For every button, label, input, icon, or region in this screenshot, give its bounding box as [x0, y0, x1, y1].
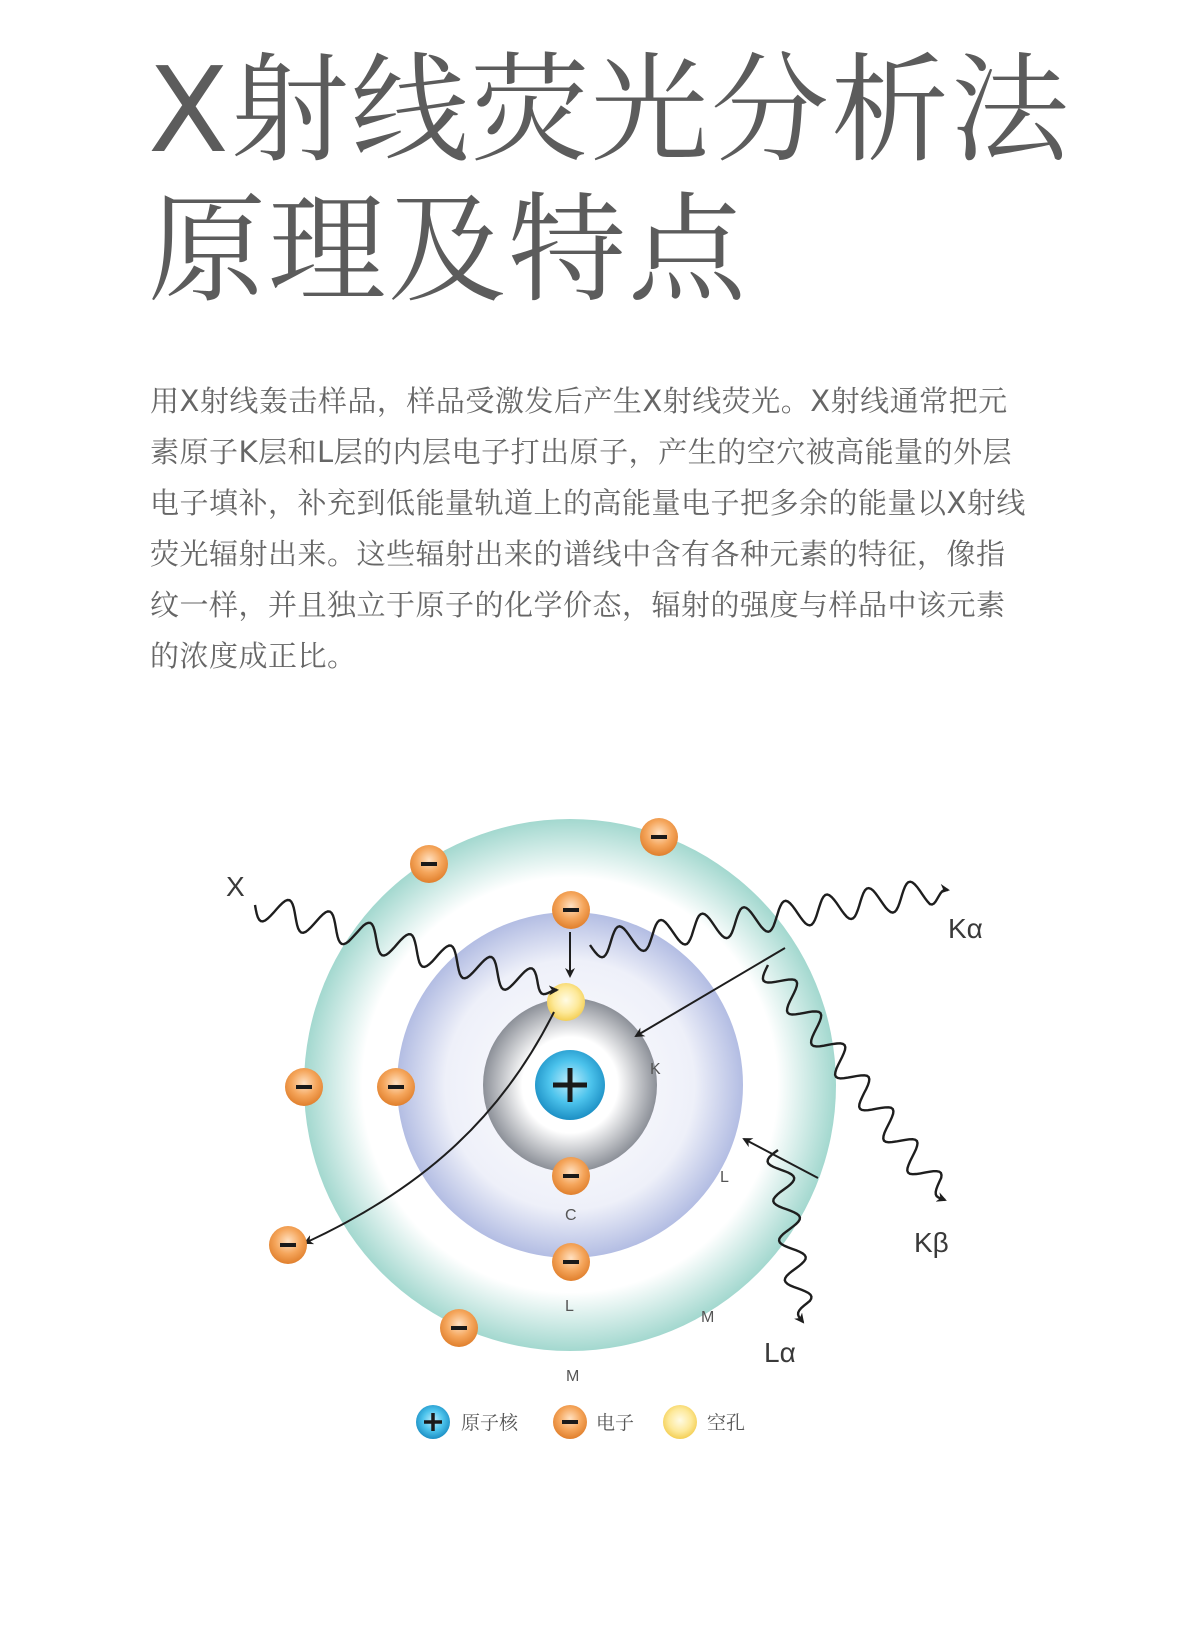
- shell-l-label-right: L: [720, 1169, 729, 1186]
- nucleus: [535, 1050, 605, 1120]
- minus-icon: [562, 1420, 578, 1424]
- electron: [552, 1157, 590, 1195]
- l-alpha-label: Lα: [764, 1337, 796, 1368]
- xrf-atom-diagram: [0, 780, 1200, 1500]
- electron: [640, 818, 678, 856]
- shell-c-label: C: [565, 1207, 577, 1224]
- electron: [410, 845, 448, 883]
- legend: [416, 1405, 745, 1439]
- electron: [269, 1226, 307, 1264]
- shell-k-label: K: [650, 1061, 661, 1078]
- shell-l-label-bottom: L: [565, 1298, 574, 1315]
- title-line-2: 原理及特点: [148, 181, 749, 319]
- electron: [552, 1243, 590, 1281]
- legend-hole-label: 空孔: [707, 1413, 746, 1434]
- electron: [377, 1068, 415, 1106]
- legend-nucleus: [416, 1405, 519, 1439]
- legend-hole: [663, 1405, 745, 1439]
- title-line-1: X射线荧光分析法: [148, 41, 1071, 179]
- legend-electron-label: 电子: [596, 1413, 635, 1434]
- electron: [552, 891, 590, 929]
- incident-xray-label: X: [226, 871, 245, 902]
- description-paragraph: 用X射线轰击样品，样品受激发后产生X射线荧光。X射线通常把元素原子K层和L层的内层电子打出原子，产生的空穴被高能量的外层电子填补，补充到低能量轨道上的高能量电子把多余的能量以X射线荧光辐射出来。这些辐射出来的谱线中含有各种元素的特征，像指纹一样，并且独立于原子的化学价态，辐射的强度与样品中该元素的浓度成正比。: [150, 384, 1026, 673]
- legend-electron: [553, 1405, 634, 1439]
- k-beta-label: Kβ: [914, 1227, 949, 1258]
- page-title: [148, 40, 1071, 320]
- legend-nucleus-label: 原子核: [461, 1413, 519, 1434]
- shell-m-label-bottom: M: [566, 1368, 580, 1385]
- k-alpha-label: Kα: [948, 913, 983, 944]
- electron: [285, 1068, 323, 1106]
- shell-m-label-right: M: [701, 1309, 715, 1326]
- electron: [440, 1309, 478, 1347]
